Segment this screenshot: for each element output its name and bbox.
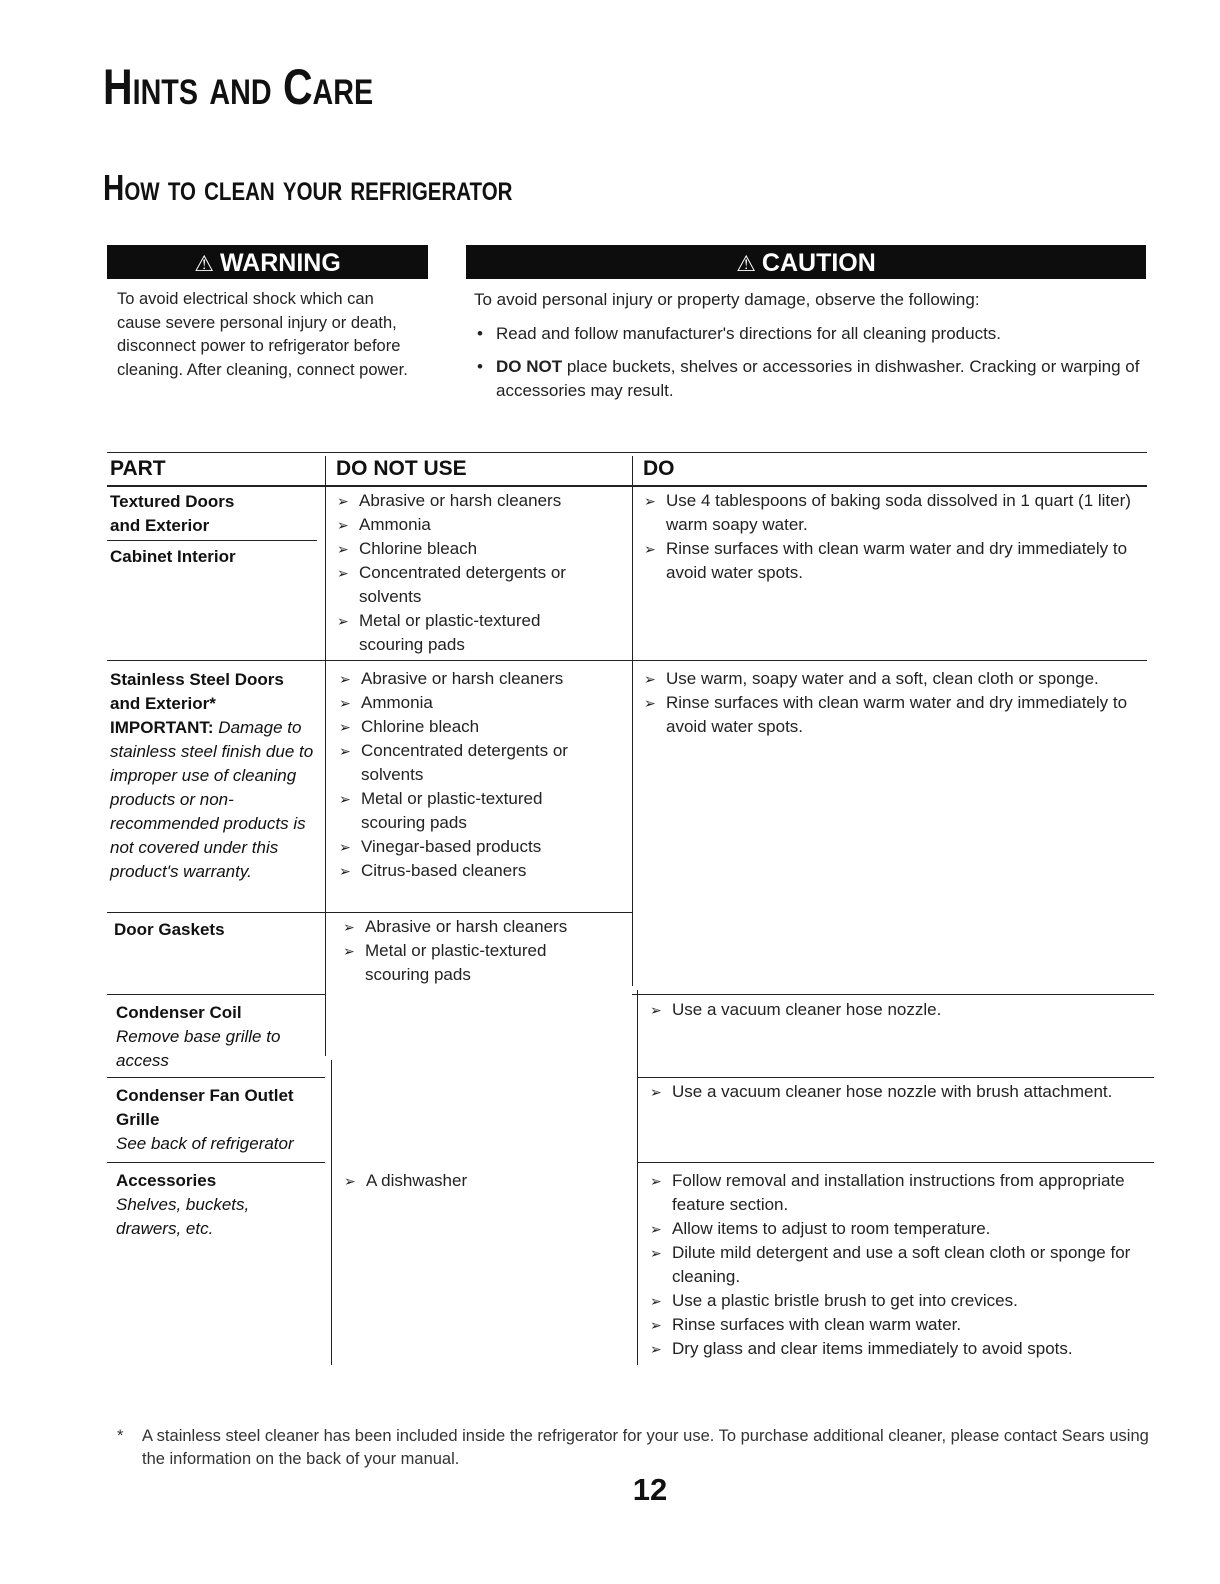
- header-do: DO: [643, 457, 675, 480]
- warning-triangle-icon: ⚠: [194, 251, 214, 276]
- part-name: Door Gaskets: [114, 920, 225, 939]
- list-item: ➢ Chlorine bleach: [337, 539, 478, 558]
- row-divider: [632, 994, 1154, 995]
- part-note: Shelves, buckets, drawers, etc.: [116, 1195, 250, 1238]
- caution-bullet: • Read and follow manufacturer's directions for all cleaning products.: [477, 323, 1002, 343]
- caution-do-not: DO NOT: [496, 357, 563, 376]
- row-divider: [107, 660, 1147, 661]
- do-list: [650, 1080, 1145, 1104]
- list-item: ➢ Dilute mild detergent and use a soft clean cloth or sponge for cleaning.: [650, 1243, 1131, 1286]
- row-divider: [107, 912, 632, 913]
- list-item: ➢ Metal or plastic-textured scouring pads: [337, 611, 541, 654]
- list-item: ➢ Abrasive or harsh cleaners: [339, 669, 564, 688]
- column-divider: [632, 456, 633, 986]
- footnote-text: A stainless steel cleaner has been included inside the refrigerator for your use. To purchase additional cleaner, please contact Sears using the information on the back of your manual.: [142, 1427, 1149, 1468]
- list-item: ➢ Ammonia: [337, 515, 431, 534]
- part-note: Remove base grille to access: [116, 1027, 281, 1070]
- list-item: ➢ Use 4 tablespoons of baking soda dissolved in 1 quart (1 liter) warm soapy water.: [644, 491, 1131, 534]
- important-note: Damage to stainless steel finish due to improper use of cleaning products or non-recommended products is not covered under this product's warranty.: [110, 718, 314, 881]
- part-name: Condenser Fan Outlet Grille: [116, 1086, 294, 1129]
- caution-bullet: • DO NOT place buckets, shelves or accessories in dishwasher. Cracking or warping of accessories may result.: [477, 357, 1140, 400]
- list-item: ➢ Rinse surfaces with clean warm water and dry immediately to avoid water spots.: [644, 693, 1128, 736]
- warning-text: To avoid electrical shock which can cause severe personal injury or death, disconnect power to refrigerator before cleaning. After cleaning, connect power.: [117, 290, 408, 379]
- caution-lead: To avoid personal injury or property damage, observe the following:: [474, 290, 980, 309]
- do-not-use-list: [339, 667, 609, 883]
- row-divider: [637, 1077, 1154, 1078]
- section-title: How to clean your refrigerator: [103, 167, 513, 208]
- part-name: Cabinet Interior: [110, 547, 236, 566]
- part-cell: [110, 668, 315, 884]
- list-item: ➢ Chlorine bleach: [339, 717, 480, 736]
- list-item: ➢ Metal or plastic-textured scouring pads: [343, 941, 547, 984]
- list-item: ➢ Use a vacuum cleaner hose nozzle.: [650, 1000, 942, 1019]
- row-divider: [107, 1162, 325, 1163]
- list-item: ➢ Rinse surfaces with clean warm water and dry immediately to avoid water spots.: [644, 539, 1128, 582]
- warning-label: WARNING: [219, 249, 341, 277]
- page-number: 12: [632, 1472, 668, 1507]
- list-item: ➢ Vinegar-based products: [339, 837, 542, 856]
- header-do-not-use: DO NOT USE: [336, 457, 467, 480]
- row-divider: [107, 1077, 325, 1078]
- warning-banner: [107, 245, 428, 279]
- part-name: Stainless Steel Doors and Exterior*: [110, 670, 284, 713]
- list-item: ➢ Use a plastic bristle brush to get into crevices.: [650, 1291, 1018, 1310]
- list-item: ➢ Concentrated detergents or solvents: [339, 741, 568, 784]
- caution-text: [474, 288, 1154, 402]
- caution-bullet-text: place buckets, shelves or accessories in dishwasher. Cracking or warping of accessories may result.: [496, 357, 1140, 400]
- do-list: [644, 667, 1139, 739]
- list-item: ➢ Ammonia: [339, 693, 433, 712]
- list-item: ➢ Metal or plastic-textured scouring pads: [339, 789, 543, 832]
- part-name: Accessories: [116, 1171, 217, 1190]
- part-cell: [116, 1084, 316, 1156]
- list-item: ➢ Dry glass and clear items immediately to avoid spots.: [650, 1339, 1073, 1358]
- list-item: ➢ Rinse surfaces with clean warm water.: [650, 1315, 962, 1334]
- list-item: ➢ Citrus-based cleaners: [339, 861, 527, 880]
- part-cell: [110, 490, 310, 569]
- caution-bullet-text: Read and follow manufacturer's directions for all cleaning products.: [496, 323, 1002, 343]
- do-not-use-list: [337, 489, 607, 657]
- column-divider: [637, 990, 638, 1365]
- list-item: ➢ Use a vacuum cleaner hose nozzle with brush attachment.: [650, 1082, 1113, 1101]
- table-top-rule: [107, 452, 1147, 453]
- do-list: [644, 489, 1134, 585]
- row-divider: [637, 1162, 1154, 1163]
- column-divider: [325, 456, 326, 1056]
- caution-banner: [466, 245, 1146, 279]
- part-cell: [114, 918, 314, 942]
- caution-label: CAUTION: [761, 249, 876, 277]
- list-item: ➢ Allow items to adjust to room temperature.: [650, 1219, 991, 1238]
- part-name: Textured Doors and Exterior: [110, 492, 235, 535]
- do-list: [650, 998, 1140, 1022]
- list-item: ➢ Follow removal and installation instructions from appropriate feature section.: [650, 1171, 1125, 1214]
- list-item: ➢ Concentrated detergents or solvents: [337, 563, 566, 606]
- list-item: ➢ Use warm, soapy water and a soft, clean cloth or sponge.: [644, 669, 1099, 688]
- do-not-use-list: [343, 915, 613, 987]
- footnote: [117, 1425, 1162, 1471]
- do-list: [650, 1169, 1155, 1361]
- part-cell: [116, 1001, 316, 1073]
- list-item: ➢ A dishwasher: [344, 1171, 468, 1190]
- part-cell: [116, 1169, 286, 1241]
- list-item: ➢ Abrasive or harsh cleaners: [337, 491, 562, 510]
- header-part: PART: [110, 457, 166, 480]
- list-item: ➢ Abrasive or harsh cleaners: [343, 917, 568, 936]
- do-not-use-list: [344, 1169, 614, 1193]
- page-title: Hints and Care: [103, 59, 374, 115]
- column-divider: [331, 1060, 332, 1365]
- row-divider: [107, 994, 325, 995]
- important-label: IMPORTANT:: [110, 718, 214, 737]
- part-note: See back of refrigerator: [116, 1134, 294, 1153]
- table-header-rule: [107, 485, 1147, 487]
- part-name: Condenser Coil: [116, 1003, 242, 1022]
- footnote-marker: *: [117, 1427, 124, 1445]
- caution-triangle-icon: ⚠: [736, 251, 756, 276]
